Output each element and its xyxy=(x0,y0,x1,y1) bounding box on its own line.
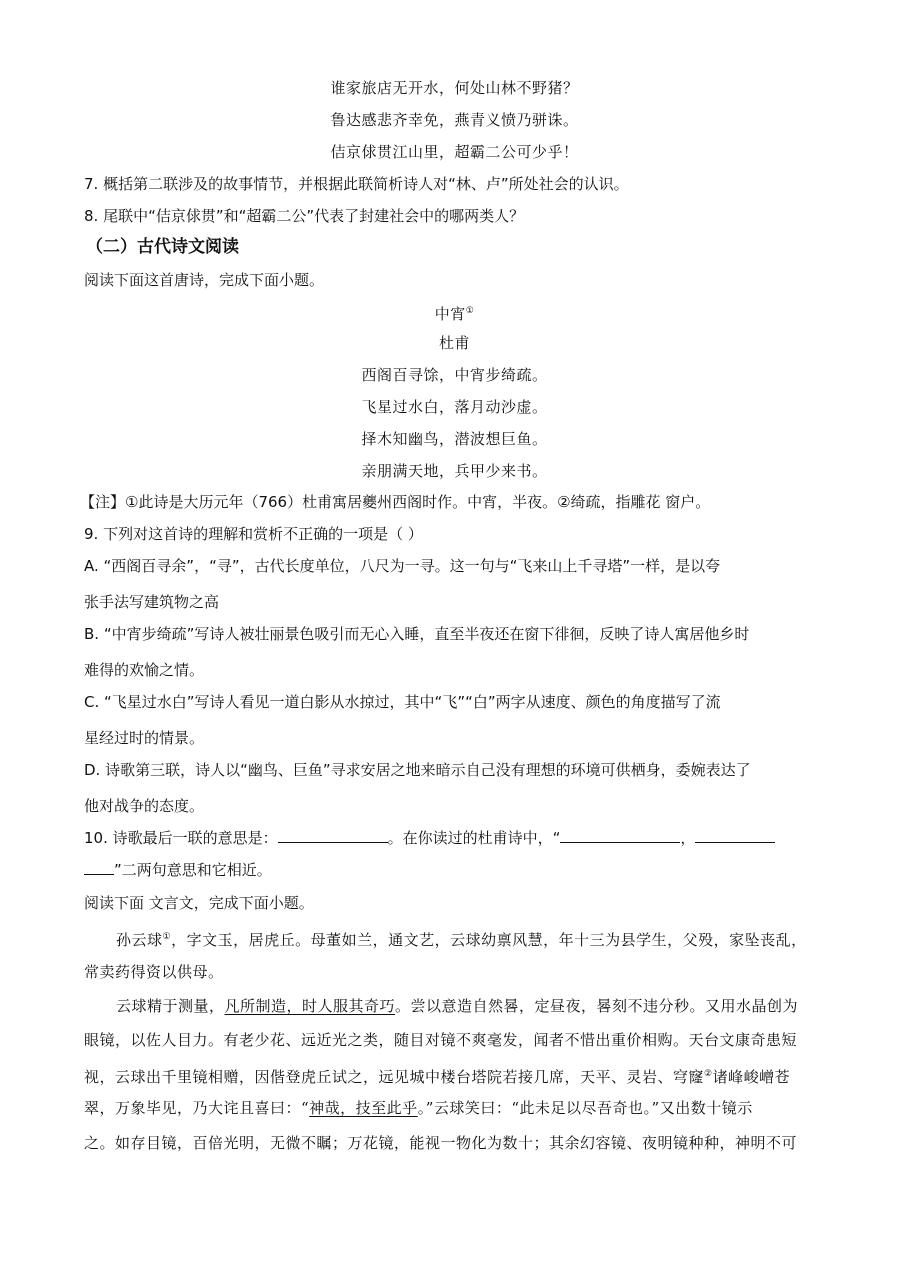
question-10-line-2 xyxy=(84,860,272,880)
poem-note: 【注】①此诗是大历元年（766）杜甫寓居夔州西阁时作。中宵，半夜。②绮疏，指雕花 窗户。 xyxy=(80,493,711,511)
prose-text: 。尝以意造自然晷，定昼夜，晷刻不违分秒。又用水晶创为 xyxy=(395,997,799,1015)
prose-text: 诸峰峻嶒苍 xyxy=(712,1068,791,1086)
q10-part3: ， xyxy=(680,829,696,847)
answer-blank-1[interactable] xyxy=(278,828,388,843)
section-heading: （二）古代诗文阅读 xyxy=(86,237,239,257)
poem2-title xyxy=(0,301,909,324)
section-intro: 阅读下面这首唐诗，完成下面小题。 xyxy=(84,271,325,289)
prose-note-2: ② xyxy=(704,1069,713,1079)
option-b-line-2: 难得的欢愉之情。 xyxy=(84,661,205,679)
poem2-line-1: 西阁百寻馀，中宵步绮疏。 xyxy=(361,366,548,384)
prose-text: 视，云球出千里镜相赠，因偕登虎丘试之，远见城中楼台塔院若接几席，天平、灵岩、穹窿 xyxy=(84,1068,705,1086)
question-8: 8. 尾联中“佶京俅贯”和“超霸二公”代表了封建社会中的哪两类人？ xyxy=(84,207,525,225)
option-d-line-1: D. 诗歌第三联，诗人以“幽鸟、巨鱼”寻求安居之地来暗示自己没有理想的环境可供栖身，委婉表达了 xyxy=(84,761,751,779)
prose-text: 翠，万象毕见，乃大诧且喜曰：“ xyxy=(84,1099,310,1117)
question-7: 7. 概括第二联涉及的故事情节，并根据此联简析诗人对“林、卢”所处社会的认识。 xyxy=(84,175,629,193)
prose-text: 云球精于测量， xyxy=(116,997,225,1015)
poem2-line-4: 亲朋满天地，兵甲少来书。 xyxy=(361,462,548,480)
option-b-line-1: B. “中宵步绮疏”写诗人被壮丽景色吸引而无心入睡，直至半夜还在窗下徘徊，反映了诗人寓居他乡时 xyxy=(84,625,750,643)
prose-p2-line-4 xyxy=(84,1098,753,1118)
prose-p1-line-1 xyxy=(116,927,807,950)
option-d-line-2: 他对战争的态度。 xyxy=(84,797,205,815)
option-c-line-2: 星经过时的情景。 xyxy=(84,729,205,747)
answer-blank-3[interactable] xyxy=(695,828,775,843)
prose-p2-line-1 xyxy=(116,996,798,1016)
poem2-title-text: 中宵 xyxy=(434,305,466,323)
poem2-line-3: 择木知幽鸟，潜波想巨鱼。 xyxy=(361,430,548,448)
prose-text: 。”云球笑曰：“此未足以尽吾奇也。”又出数十镜示 xyxy=(417,1099,753,1117)
poem2-author: 杜甫 xyxy=(438,334,470,352)
prose-p2-line-3 xyxy=(84,1064,790,1087)
poem1-line-3: 佶京俅贯江山里，超霸二公可少乎！ xyxy=(330,143,579,161)
prose-text: ，字文玉，居虎丘。母董如兰，通文艺，云球幼禀风慧，年十三为县学生，父殁，家坠丧乱， xyxy=(171,931,807,949)
poem2-title-note: ① xyxy=(465,306,475,316)
poem2-line-2: 飞星过水白，落月动沙虚。 xyxy=(361,398,548,416)
q10-part4: ”二两句意思和它相近。 xyxy=(114,861,272,879)
question-10-line-1 xyxy=(84,828,775,848)
prose-note-1: ① xyxy=(162,932,172,942)
q10-part2: 。在你读过的杜甫诗中，“ xyxy=(387,829,561,847)
answer-blank-3-cont[interactable] xyxy=(84,860,114,875)
prose-text: 孙云球 xyxy=(116,931,163,949)
option-c-line-1: C. “飞星过水白”写诗人看见一道白影从水掠过，其中“飞”“白”两字从速度、颜色的角度描写了流 xyxy=(84,693,721,711)
answer-blank-2[interactable] xyxy=(560,828,680,843)
question-9-stem: 9. 下列对这首诗的理解和赏析不正确的一项是（ ） xyxy=(84,525,423,543)
poem1-line-1: 谁家旅店无开水，何处山林不野猪？ xyxy=(330,79,579,97)
underlined-phrase-1: 凡所制造，时人服其奇巧 xyxy=(224,997,396,1015)
poem1-line-2: 鲁达感悲齐幸免，燕青义愤乃骈诛。 xyxy=(330,111,579,129)
option-a-line-1: A. “西阁百寻余”，“寻”，古代长度单位，八尺为一寻。这一句与“飞来山上千寻塔”一样，是以夸 xyxy=(84,557,721,575)
q10-part1: 10. 诗歌最后一联的意思是： xyxy=(84,829,278,847)
option-a-line-2: 张手法写建筑物之高 xyxy=(84,593,220,611)
prose-p2-line-5: 之。如存目镜，百倍光明，无微不瞩；万花镜，能视一物化为数十；其余幻容镜、夜明镜种种，神明不可 xyxy=(84,1134,798,1152)
prose-p1-line-2: 常卖药得资以供母。 xyxy=(84,963,224,981)
underlined-phrase-2: 神哉，技至此乎 xyxy=(309,1099,418,1117)
prose-p2-line-2: 眼镜，以佐人目力。有老少花、远近光之类，随目对镜不爽毫发，闻者不惜出重价相购。天台文康奇患短 xyxy=(84,1031,798,1049)
classical-intro: 阅读下面 文言文，完成下面小题。 xyxy=(84,894,314,912)
